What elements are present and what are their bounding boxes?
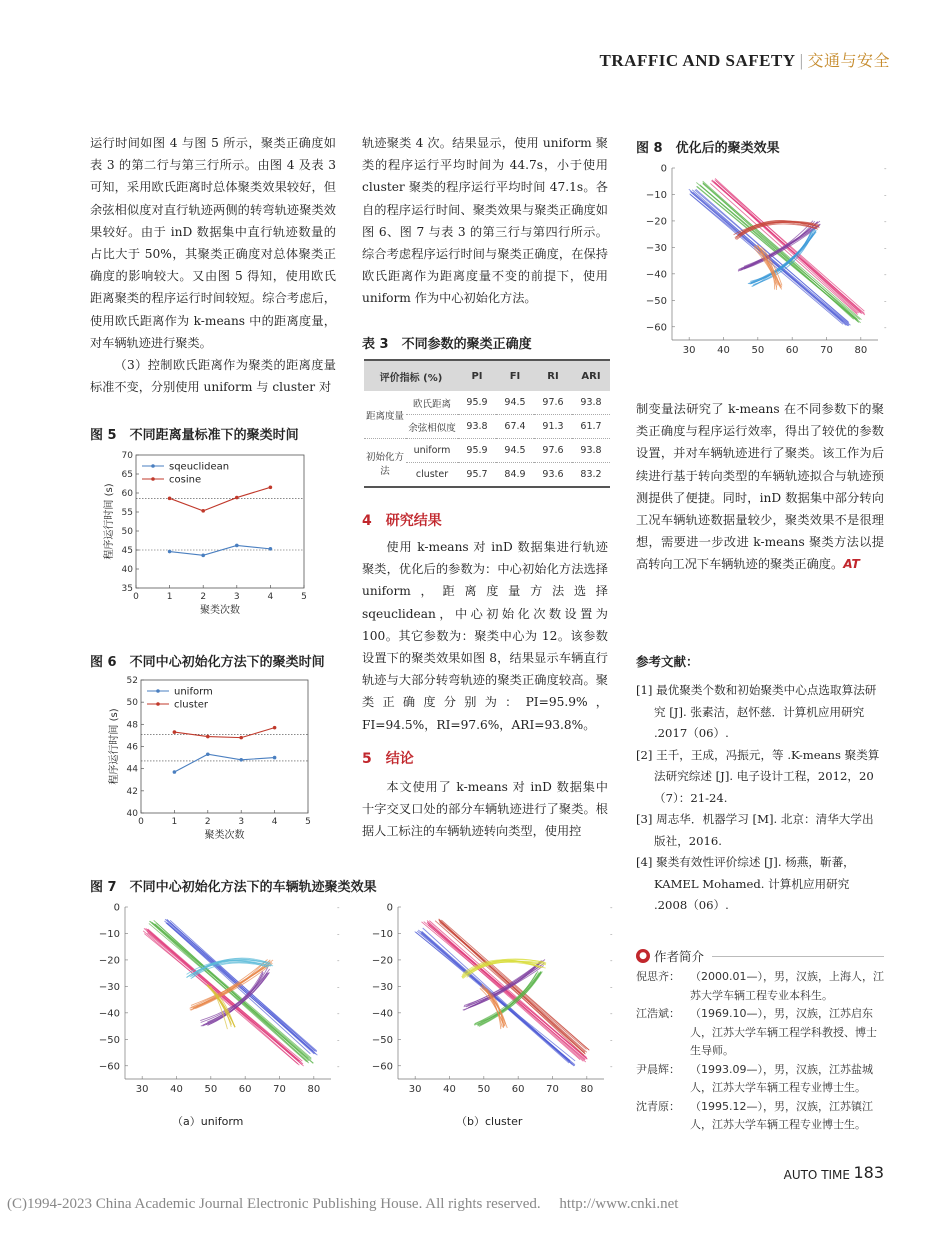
x-tick-label: 60 bbox=[238, 1084, 252, 1095]
series-line bbox=[170, 545, 271, 555]
data-point bbox=[269, 547, 273, 551]
x-tick-label: 1 bbox=[171, 817, 178, 827]
legend-marker bbox=[156, 702, 160, 706]
y-tick-mark-right: - bbox=[337, 956, 340, 965]
y-tick-mark-right: - bbox=[610, 1062, 613, 1071]
journal-title-cn: 交通与安全 bbox=[807, 51, 890, 70]
y-tick-mark-right: - bbox=[884, 297, 887, 306]
table3-value-cell: 91.3 bbox=[534, 415, 572, 439]
y-tick-label: −40 bbox=[645, 269, 667, 281]
x-tick-label: 5 bbox=[305, 817, 311, 827]
y-tick-label: −40 bbox=[371, 1008, 393, 1020]
y-tick-label: 50 bbox=[126, 698, 138, 709]
table3-header-cell: ARI bbox=[572, 360, 610, 391]
x-tick-label: 30 bbox=[408, 1084, 422, 1095]
trajectory-line bbox=[167, 920, 317, 1055]
data-point bbox=[269, 486, 273, 490]
data-point bbox=[273, 756, 277, 760]
x-tick-label: 50 bbox=[751, 345, 765, 356]
y-tick-label: −10 bbox=[371, 928, 393, 940]
x-tick-label: 0 bbox=[133, 592, 139, 602]
x-axis-label: 聚类次数 bbox=[204, 830, 245, 841]
author-entry bbox=[636, 968, 886, 1005]
table3-value-cell: 95.7 bbox=[458, 463, 496, 488]
data-point bbox=[201, 554, 205, 558]
reference-item: [2] 王千，王成，冯振元，等 .K-means 聚类算法研究综述 [J]. 电子设计工程，2012，20（7）：21-24. bbox=[636, 747, 880, 805]
fig5-chart bbox=[88, 447, 338, 622]
table3-group-cell: 初始化方法 bbox=[364, 439, 406, 488]
y-axis-label: 程序运行时间 (s) bbox=[104, 483, 115, 560]
y-tick-label: 52 bbox=[126, 676, 138, 686]
y-tick-label: 48 bbox=[126, 720, 138, 731]
table3-value-cell: 97.6 bbox=[534, 391, 572, 415]
data-point bbox=[239, 736, 243, 740]
author-name: 倪思齐： bbox=[636, 970, 680, 983]
y-tick-label: 35 bbox=[121, 584, 133, 594]
x-tick-label: 3 bbox=[233, 592, 240, 602]
series-line bbox=[174, 754, 274, 772]
y-tick-label: 60 bbox=[121, 489, 133, 499]
author-desc: （1969.10—），男，汉族，江苏启东人，江苏大学车辆工程学科教授、博士生导师。 bbox=[690, 1007, 877, 1057]
trajectory-line bbox=[144, 934, 299, 1061]
plot-frame bbox=[136, 455, 304, 588]
y-tick-label: −10 bbox=[645, 189, 667, 201]
table3-value-cell: 97.6 bbox=[534, 439, 572, 463]
table3-row-label: cluster bbox=[406, 463, 458, 488]
data-point bbox=[239, 758, 243, 762]
table3-value-cell: 93.8 bbox=[572, 439, 610, 463]
x-tick-label: 80 bbox=[854, 345, 868, 356]
y-tick-label: −30 bbox=[645, 242, 667, 254]
table3-value-cell: 93.8 bbox=[458, 415, 496, 439]
y-tick-label: 46 bbox=[126, 742, 138, 753]
col1-paragraph-2: （3）控制欧氏距离作为聚类的距离度量标准不变，分别使用 uniform 与 cluster 对 bbox=[90, 358, 336, 395]
references-list bbox=[636, 680, 884, 917]
y-tick-mark-right: - bbox=[337, 983, 340, 992]
x-tick-label: 50 bbox=[477, 1084, 491, 1095]
table3 bbox=[364, 359, 610, 488]
table3-value-cell: 67.4 bbox=[496, 415, 534, 439]
y-tick-mark-right: - bbox=[610, 1009, 613, 1018]
y-tick-label: 55 bbox=[121, 508, 133, 518]
y-tick-label: −30 bbox=[98, 981, 120, 993]
x-tick-label: 4 bbox=[267, 592, 274, 602]
legend-marker bbox=[151, 464, 155, 468]
y-tick-label: −50 bbox=[98, 1034, 120, 1046]
y-tick-label: 0 bbox=[386, 902, 393, 914]
legend-label: sqeuclidean bbox=[169, 461, 230, 473]
table3-value-cell: 93.8 bbox=[572, 391, 610, 415]
legend-label: cluster bbox=[174, 699, 209, 711]
authors-divider bbox=[712, 956, 884, 957]
x-tick-label: 40 bbox=[443, 1084, 456, 1095]
y-tick-mark-right: - bbox=[884, 165, 887, 173]
y-axis-label: 程序运行时间 (s) bbox=[109, 708, 120, 785]
y-tick-label: 45 bbox=[121, 546, 133, 556]
column-1 bbox=[90, 132, 336, 398]
x-tick-label: 70 bbox=[820, 345, 833, 356]
trajectory-line bbox=[693, 192, 851, 325]
x-tick-label: 40 bbox=[170, 1084, 183, 1095]
data-point bbox=[168, 497, 172, 501]
author-desc: （1993.09—），男，汉族，江苏盐城人，江苏大学车辆工程专业博士生。 bbox=[690, 1062, 873, 1094]
x-tick-label: 5 bbox=[301, 592, 307, 602]
authors-title-row bbox=[636, 947, 884, 965]
table3-value-cell: 83.2 bbox=[572, 463, 610, 488]
x-tick-label: 60 bbox=[785, 345, 799, 356]
data-point bbox=[206, 752, 210, 756]
table3-value-cell: 93.6 bbox=[534, 463, 572, 488]
table3-value-cell: 95.9 bbox=[458, 439, 496, 463]
y-tick-label: −60 bbox=[645, 322, 667, 334]
col1-paragraph-1: 运行时间如图 4 与图 5 所示，聚类正确度如表 3 的第二行与第三行所示。由图 4 及表 3 可知，采用欧氏距离时总体聚类效果较好，但余弦相似度对直行轨迹两侧的转弯轨迹聚类效果较好。由于 inD 数据集中直行轨迹数量的占比大于 50%，其聚类正确度对总体聚类正确度的影响较大。又由图 5 得知，使用欧氏距离聚类的程序运行时间较短。综合考虑后，使用欧氏距离作为 k-means 中的距离度量，对车辆轨迹进行聚类。 bbox=[90, 136, 336, 350]
x-tick-label: 80 bbox=[580, 1084, 594, 1095]
col3-paragraph-1 bbox=[636, 398, 884, 576]
y-tick-mark-right: - bbox=[884, 323, 887, 332]
y-tick-label: 44 bbox=[126, 764, 138, 775]
x-tick-label: 1 bbox=[166, 592, 173, 602]
table3-value-cell: 84.9 bbox=[496, 463, 534, 488]
y-tick-mark-right: - bbox=[884, 217, 887, 226]
y-tick-mark-right: - bbox=[610, 983, 613, 992]
footer-journal: AUTO TIME bbox=[783, 1168, 850, 1182]
data-point bbox=[168, 550, 172, 554]
fig6-chart bbox=[88, 672, 338, 847]
reference-item: [4] 聚类有效性评价综述 [J]. 杨燕，靳蕃，KAMEL Mohamed. 计算机应用研究 .2008（06）. bbox=[636, 855, 855, 912]
y-tick-mark-right: - bbox=[337, 904, 340, 912]
table3-header-cell: 评价指标 (%) bbox=[364, 360, 458, 391]
table3-row bbox=[364, 439, 610, 463]
x-tick-label: 30 bbox=[682, 345, 696, 356]
legend-marker bbox=[156, 689, 160, 693]
col2-paragraph-2: 使用 k-means 对 inD 数据集进行轨迹聚类，优化后的参数为：中心初始化方法选择 uniform，距离度量方法选择 sqeuclidean，中心初始化次数设置为 100。其它参数为：聚类中心为 12。该参数设置下的聚类效果如图 8，结果显示车辆直行轨迹与大部分转弯轨迹的聚类正确度较高。聚类正确度分别为：PI=95.9%，FI=94.5%，RI=97.6%，ARI=93.8%。 bbox=[362, 540, 608, 732]
col3-paragraph-1-text: 制变量法研究了 k-means 在不同参数下的聚类正确度与程序运行效率，得出了较优的参数设置，并对车辆轨迹进行了聚类。该工作为后续进行基于转向类型的车辆轨迹拟合与轨迹预测提供了便捷。同时，inD 数据集中部分转向工况车辆轨迹数据量较少，聚类效果不是很理想，需要进一步改进 k-means 聚类方法以提高转向工况下车辆轨迹的聚类正确度。 bbox=[636, 402, 884, 572]
legend-label: uniform bbox=[174, 686, 213, 698]
legend-label: cosine bbox=[169, 474, 202, 486]
fig7b-chart bbox=[358, 897, 616, 1109]
data-point bbox=[173, 730, 177, 734]
y-tick-mark-right: - bbox=[884, 191, 887, 200]
x-tick-label: 50 bbox=[204, 1084, 218, 1095]
fig7b-caption: （b）cluster bbox=[456, 1115, 523, 1128]
column-3 bbox=[636, 398, 884, 576]
legend-marker bbox=[151, 477, 155, 481]
y-tick-mark-right: - bbox=[610, 1036, 613, 1045]
x-axis-label: 聚类次数 bbox=[200, 605, 240, 616]
data-point bbox=[206, 735, 210, 739]
author-name: 江浩斌： bbox=[636, 1007, 680, 1020]
y-tick-label: −50 bbox=[371, 1034, 393, 1046]
y-tick-label: 0 bbox=[660, 163, 667, 175]
authors-list bbox=[636, 968, 886, 1135]
table3-value-cell: 94.5 bbox=[496, 439, 534, 463]
x-tick-label: 60 bbox=[511, 1084, 525, 1095]
x-tick-label: 30 bbox=[135, 1084, 149, 1095]
reference-item: [3] 周志华．机器学习 [M]. 北京：清华大学出版社，2016. bbox=[636, 812, 874, 848]
table3-row-label: 欧氏距离 bbox=[406, 391, 458, 415]
x-tick-label: 4 bbox=[271, 817, 278, 827]
table3-title: 表 3 不同参数的聚类正确度 bbox=[362, 337, 532, 352]
fig8-title: 图 8 优化后的聚类效果 bbox=[636, 141, 780, 156]
table3-header-cell: PI bbox=[458, 360, 496, 391]
authors-title: 作者简介 bbox=[654, 949, 705, 964]
table3-value-cell: 95.9 bbox=[458, 391, 496, 415]
y-tick-label: −60 bbox=[371, 1061, 393, 1073]
table3-row bbox=[364, 391, 610, 415]
fig7a-caption: （a）uniform bbox=[172, 1115, 244, 1128]
y-tick-mark-right: - bbox=[337, 1036, 340, 1045]
fig6-title: 图 6 不同中心初始化方法下的聚类时间 bbox=[90, 655, 325, 670]
x-tick-label: 40 bbox=[717, 345, 730, 356]
y-tick-label: −50 bbox=[645, 295, 667, 307]
journal-title-en: TRAFFIC AND SAFETY bbox=[599, 51, 796, 70]
table3-value-cell: 61.7 bbox=[572, 415, 610, 439]
data-point bbox=[173, 770, 177, 774]
fig7a-chart bbox=[85, 897, 343, 1109]
page-number: 183 bbox=[853, 1163, 884, 1182]
y-tick-mark-right: - bbox=[610, 904, 613, 912]
y-tick-mark-right: - bbox=[337, 930, 340, 939]
x-tick-label: 70 bbox=[546, 1084, 559, 1095]
data-point bbox=[235, 496, 239, 500]
author-entry bbox=[636, 1061, 886, 1098]
y-tick-label: −30 bbox=[371, 981, 393, 993]
section-5-title: 5 结论 bbox=[362, 750, 414, 767]
y-tick-label: 50 bbox=[121, 527, 133, 537]
y-tick-label: −10 bbox=[98, 928, 120, 940]
trajectory-line bbox=[149, 923, 314, 1063]
x-tick-label: 2 bbox=[204, 817, 211, 827]
trajectory-line bbox=[439, 920, 584, 1055]
trajectory-line bbox=[164, 921, 315, 1054]
y-tick-mark-right: - bbox=[610, 956, 613, 965]
y-tick-label: −20 bbox=[98, 955, 120, 967]
x-tick-label: 80 bbox=[307, 1084, 321, 1095]
series-line bbox=[170, 487, 271, 511]
y-tick-label: 0 bbox=[113, 902, 120, 914]
fig5-title: 图 5 不同距离量标准下的聚类时间 bbox=[90, 428, 299, 443]
table3-header-cell: RI bbox=[534, 360, 572, 391]
data-point bbox=[273, 726, 277, 730]
trajectory-line bbox=[155, 924, 311, 1058]
data-point bbox=[235, 544, 239, 548]
y-tick-mark-right: - bbox=[610, 930, 613, 939]
col2-paragraph-1: 轨迹聚类 4 次。结果显示，使用 uniform 聚类的程序运行平均时间为 44.7s，小于使用 cluster 聚类的程序运行平均时间 47.1s。各自的程序运行时间、聚类效果与聚类正确度如图 6、图 7 与表 3 的第三行与第四行所示。综合考虑程序运行时间与聚类正确度，在保持欧氏距离作为距离度量不变的前提下，使用 uniform 作为中心初始化方法。 bbox=[362, 136, 608, 306]
x-tick-label: 2 bbox=[200, 592, 207, 602]
x-tick-label: 0 bbox=[138, 817, 144, 827]
copyright-line: (C)1994-2023 China Academic Journal Electronic Publishing House. All rights reserved. http://www.cnki.net bbox=[7, 1196, 679, 1212]
data-point bbox=[201, 509, 205, 513]
x-tick-label: 70 bbox=[273, 1084, 286, 1095]
y-tick-mark-right: - bbox=[884, 244, 887, 253]
y-tick-label: 42 bbox=[126, 786, 138, 797]
y-tick-mark-right: - bbox=[337, 1062, 340, 1071]
y-tick-label: −40 bbox=[98, 1008, 120, 1020]
references-title: 参考文献： bbox=[636, 654, 699, 669]
y-tick-mark-right: - bbox=[337, 1009, 340, 1018]
column-2 bbox=[362, 132, 608, 310]
fig8-chart bbox=[632, 158, 890, 370]
table3-row-label: 余弦相似度 bbox=[406, 415, 458, 439]
trajectory-line bbox=[428, 925, 580, 1060]
table3-group-cell: 距离度量 bbox=[364, 391, 406, 439]
section-4-title: 4 研究结果 bbox=[362, 513, 442, 529]
y-tick-label: −60 bbox=[98, 1061, 120, 1073]
table3-row-label: uniform bbox=[406, 439, 458, 463]
table3-value-cell: 94.5 bbox=[496, 391, 534, 415]
author-desc: （2000.01—），男，汉族，上海人，江苏大学车辆工程专业本科生。 bbox=[690, 970, 884, 1002]
reference-item: [1] 最优聚类个数和初始聚类中心点选取算法研究 [J]. 张素洁，赵怀慈．计算机应用研究 .2017（06）. bbox=[636, 683, 877, 740]
y-tick-label: 70 bbox=[121, 451, 133, 461]
y-tick-label: 65 bbox=[121, 470, 133, 480]
author-entry bbox=[636, 1005, 886, 1061]
y-tick-label: −20 bbox=[645, 216, 667, 228]
table3-header-cell: FI bbox=[496, 360, 534, 391]
column-2-lower bbox=[362, 510, 608, 842]
author-entry bbox=[636, 1098, 886, 1135]
author-name: 沈青原： bbox=[636, 1099, 680, 1113]
fig7-title: 图 7 不同中心初始化方法下的车辆轨迹聚类效果 bbox=[90, 880, 377, 895]
y-tick-label: 40 bbox=[126, 809, 138, 819]
person-icon: ● bbox=[636, 949, 650, 963]
journal-header bbox=[600, 48, 890, 71]
y-tick-label: 40 bbox=[121, 565, 133, 575]
end-mark-logo: AT bbox=[843, 557, 860, 572]
y-tick-label: −20 bbox=[371, 955, 393, 967]
col2-paragraph-3: 本文使用了 k-means 对 inD 数据集中十字交叉口处的部分车辆轨迹进行了聚类。根据人工标注的车辆轨迹转向类型，使用控 bbox=[362, 779, 608, 839]
trajectory-line bbox=[439, 921, 589, 1051]
x-tick-label: 3 bbox=[238, 817, 245, 827]
series-line bbox=[174, 728, 274, 738]
trajectory-line bbox=[703, 181, 861, 323]
plot-frame bbox=[141, 680, 308, 813]
author-desc: （1995.12—），男，汉族，江苏镇江人，江苏大学车辆工程专业博士生。 bbox=[690, 1099, 873, 1131]
y-tick-mark-right: - bbox=[884, 270, 887, 279]
header-separator: | bbox=[799, 51, 804, 70]
author-name: 尹晨辉： bbox=[636, 1062, 680, 1076]
